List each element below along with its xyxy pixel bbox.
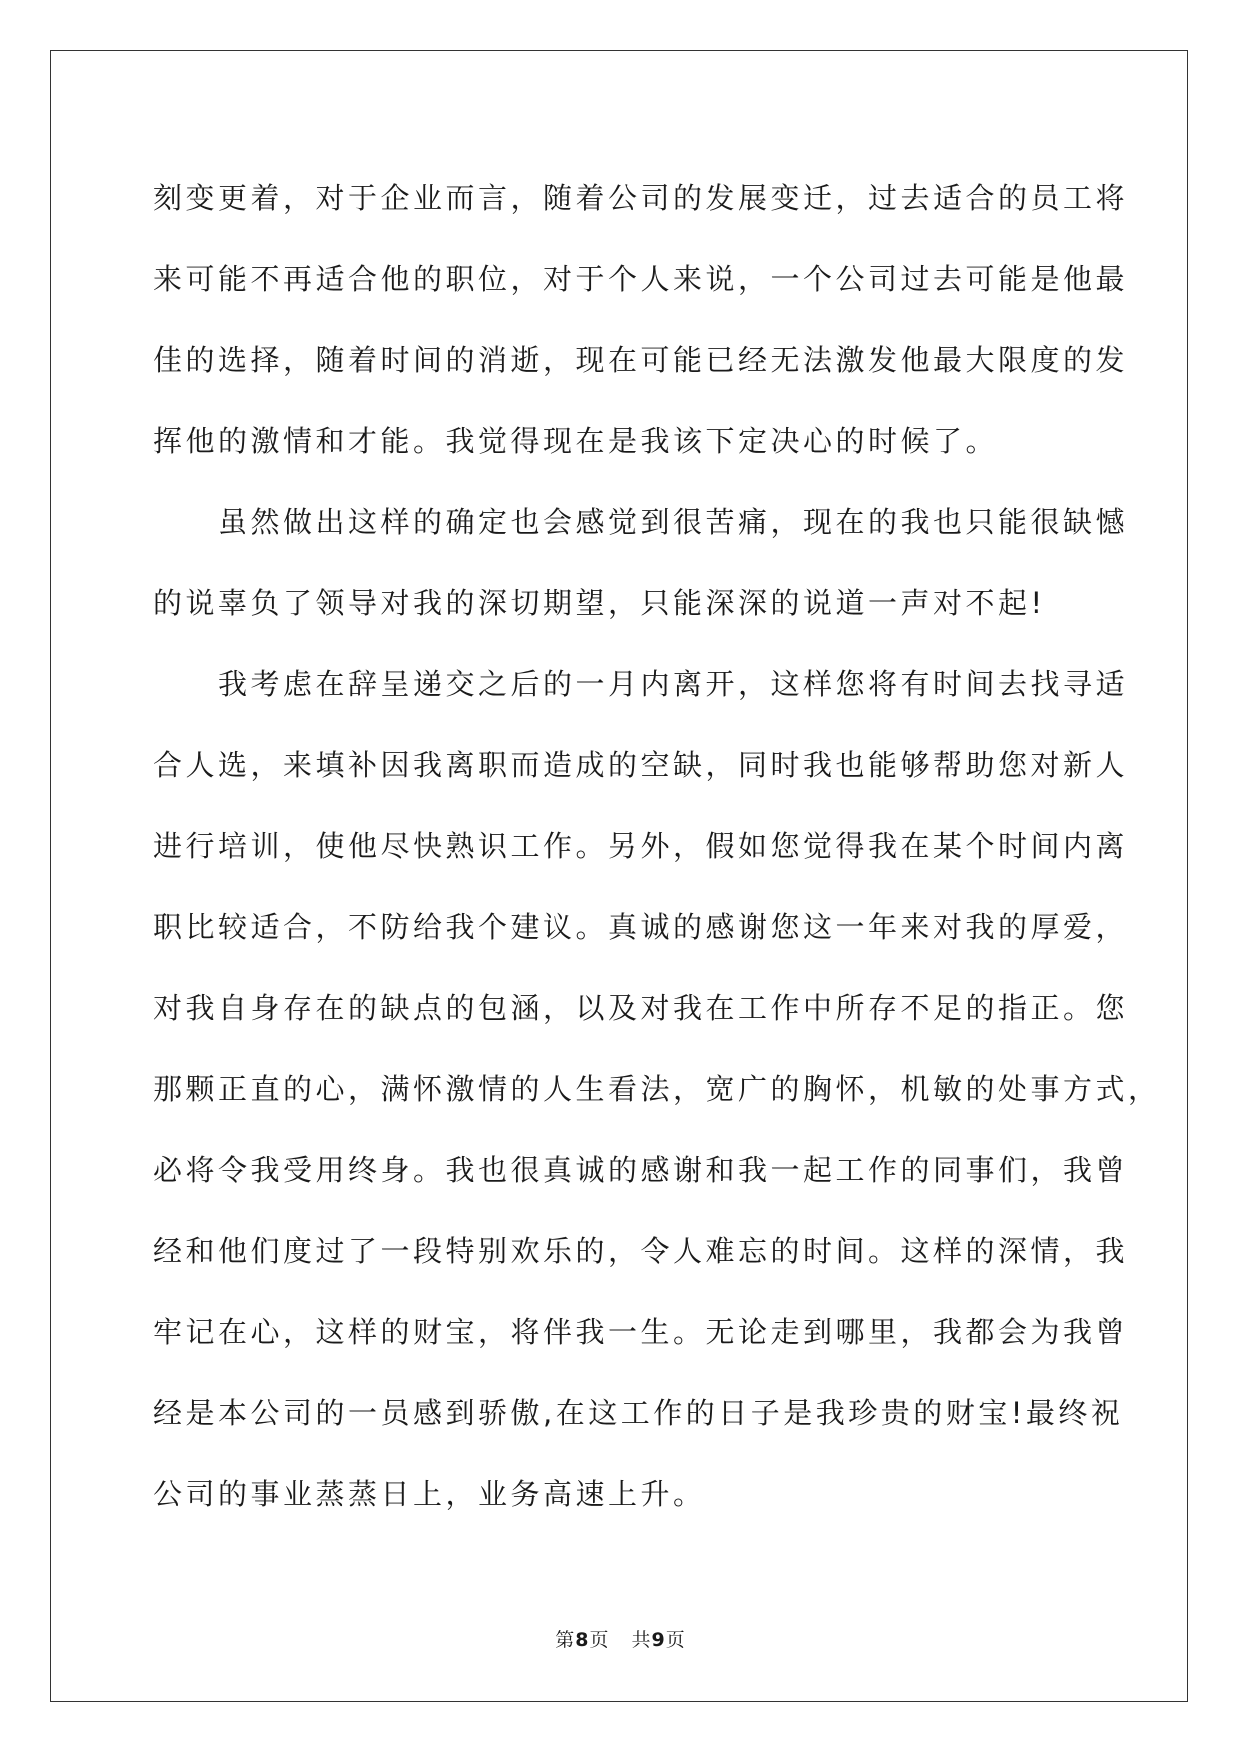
text-line: 经和他们度过了一段特别欢乐的，令人难忘的时间。这样的深情，我	[153, 1234, 1129, 1268]
text-line: 经是本公司的一员感到骄傲,在这工作的日子是我珍贵的财宝!最终祝	[153, 1396, 1124, 1430]
text-line: 对我自身存在的缺点的包涵，以及对我在工作中所存不足的指正。您	[153, 991, 1129, 1025]
text-line: 虽然做出这样的确定也会感觉到很苦痛，现在的我也只能很缺憾	[218, 505, 1129, 539]
text-line: 牢记在心，这样的财宝，将伴我一生。无论走到哪里，我都会为我曾	[153, 1315, 1129, 1349]
text-line: 那颗正直的心，满怀激情的人生看法，宽广的胸怀，机敏的处事方式，	[153, 1072, 1161, 1106]
text-line: 进行培训，使他尽快熟识工作。另外，假如您觉得我在某个时间内离	[153, 829, 1129, 863]
page-footer	[0, 1625, 1241, 1652]
paragraph-2	[153, 482, 1129, 644]
text-line: 必将令我受用终身。我也很真诚的感谢和我一起工作的同事们，我曾	[153, 1153, 1129, 1187]
paragraph-3	[153, 644, 1161, 1535]
text-line: 佳的选择，随着时间的消逝，现在可能已经无法激发他最大限度的发	[153, 343, 1129, 377]
total-suffix: 页	[665, 1629, 686, 1651]
text-line: 我考虑在辞呈递交之后的一月内离开，这样您将有时间去找寻适	[218, 667, 1129, 701]
page-suffix: 页	[589, 1629, 610, 1651]
text-line: 公司的事业蒸蒸日上，业务高速上升。	[153, 1477, 706, 1511]
text-line: 合人选，来填补因我离职而造成的空缺，同时我也能够帮助您对新人	[153, 748, 1129, 782]
page-number: 8	[575, 1629, 590, 1651]
text-line: 的说辜负了领导对我的深切期望，只能深深的说道一声对不起!	[153, 586, 1046, 620]
total-prefix: 共	[631, 1629, 652, 1651]
total-pages: 9	[651, 1629, 666, 1651]
text-line: 挥他的激情和才能。我觉得现在是我该下定决心的时候了。	[153, 424, 999, 458]
page-prefix: 第	[555, 1629, 576, 1651]
paragraph-1	[153, 158, 1129, 482]
text-line: 刻变更着，对于企业而言，随着公司的发展变迁，过去适合的员工将	[153, 181, 1129, 215]
text-line: 来可能不再适合他的职位，对于个人来说，一个公司过去可能是他最	[153, 262, 1129, 296]
document-body	[153, 158, 1161, 1535]
text-line: 职比较适合，不防给我个建议。真诚的感谢您这一年来对我的厚爱，	[153, 910, 1129, 944]
